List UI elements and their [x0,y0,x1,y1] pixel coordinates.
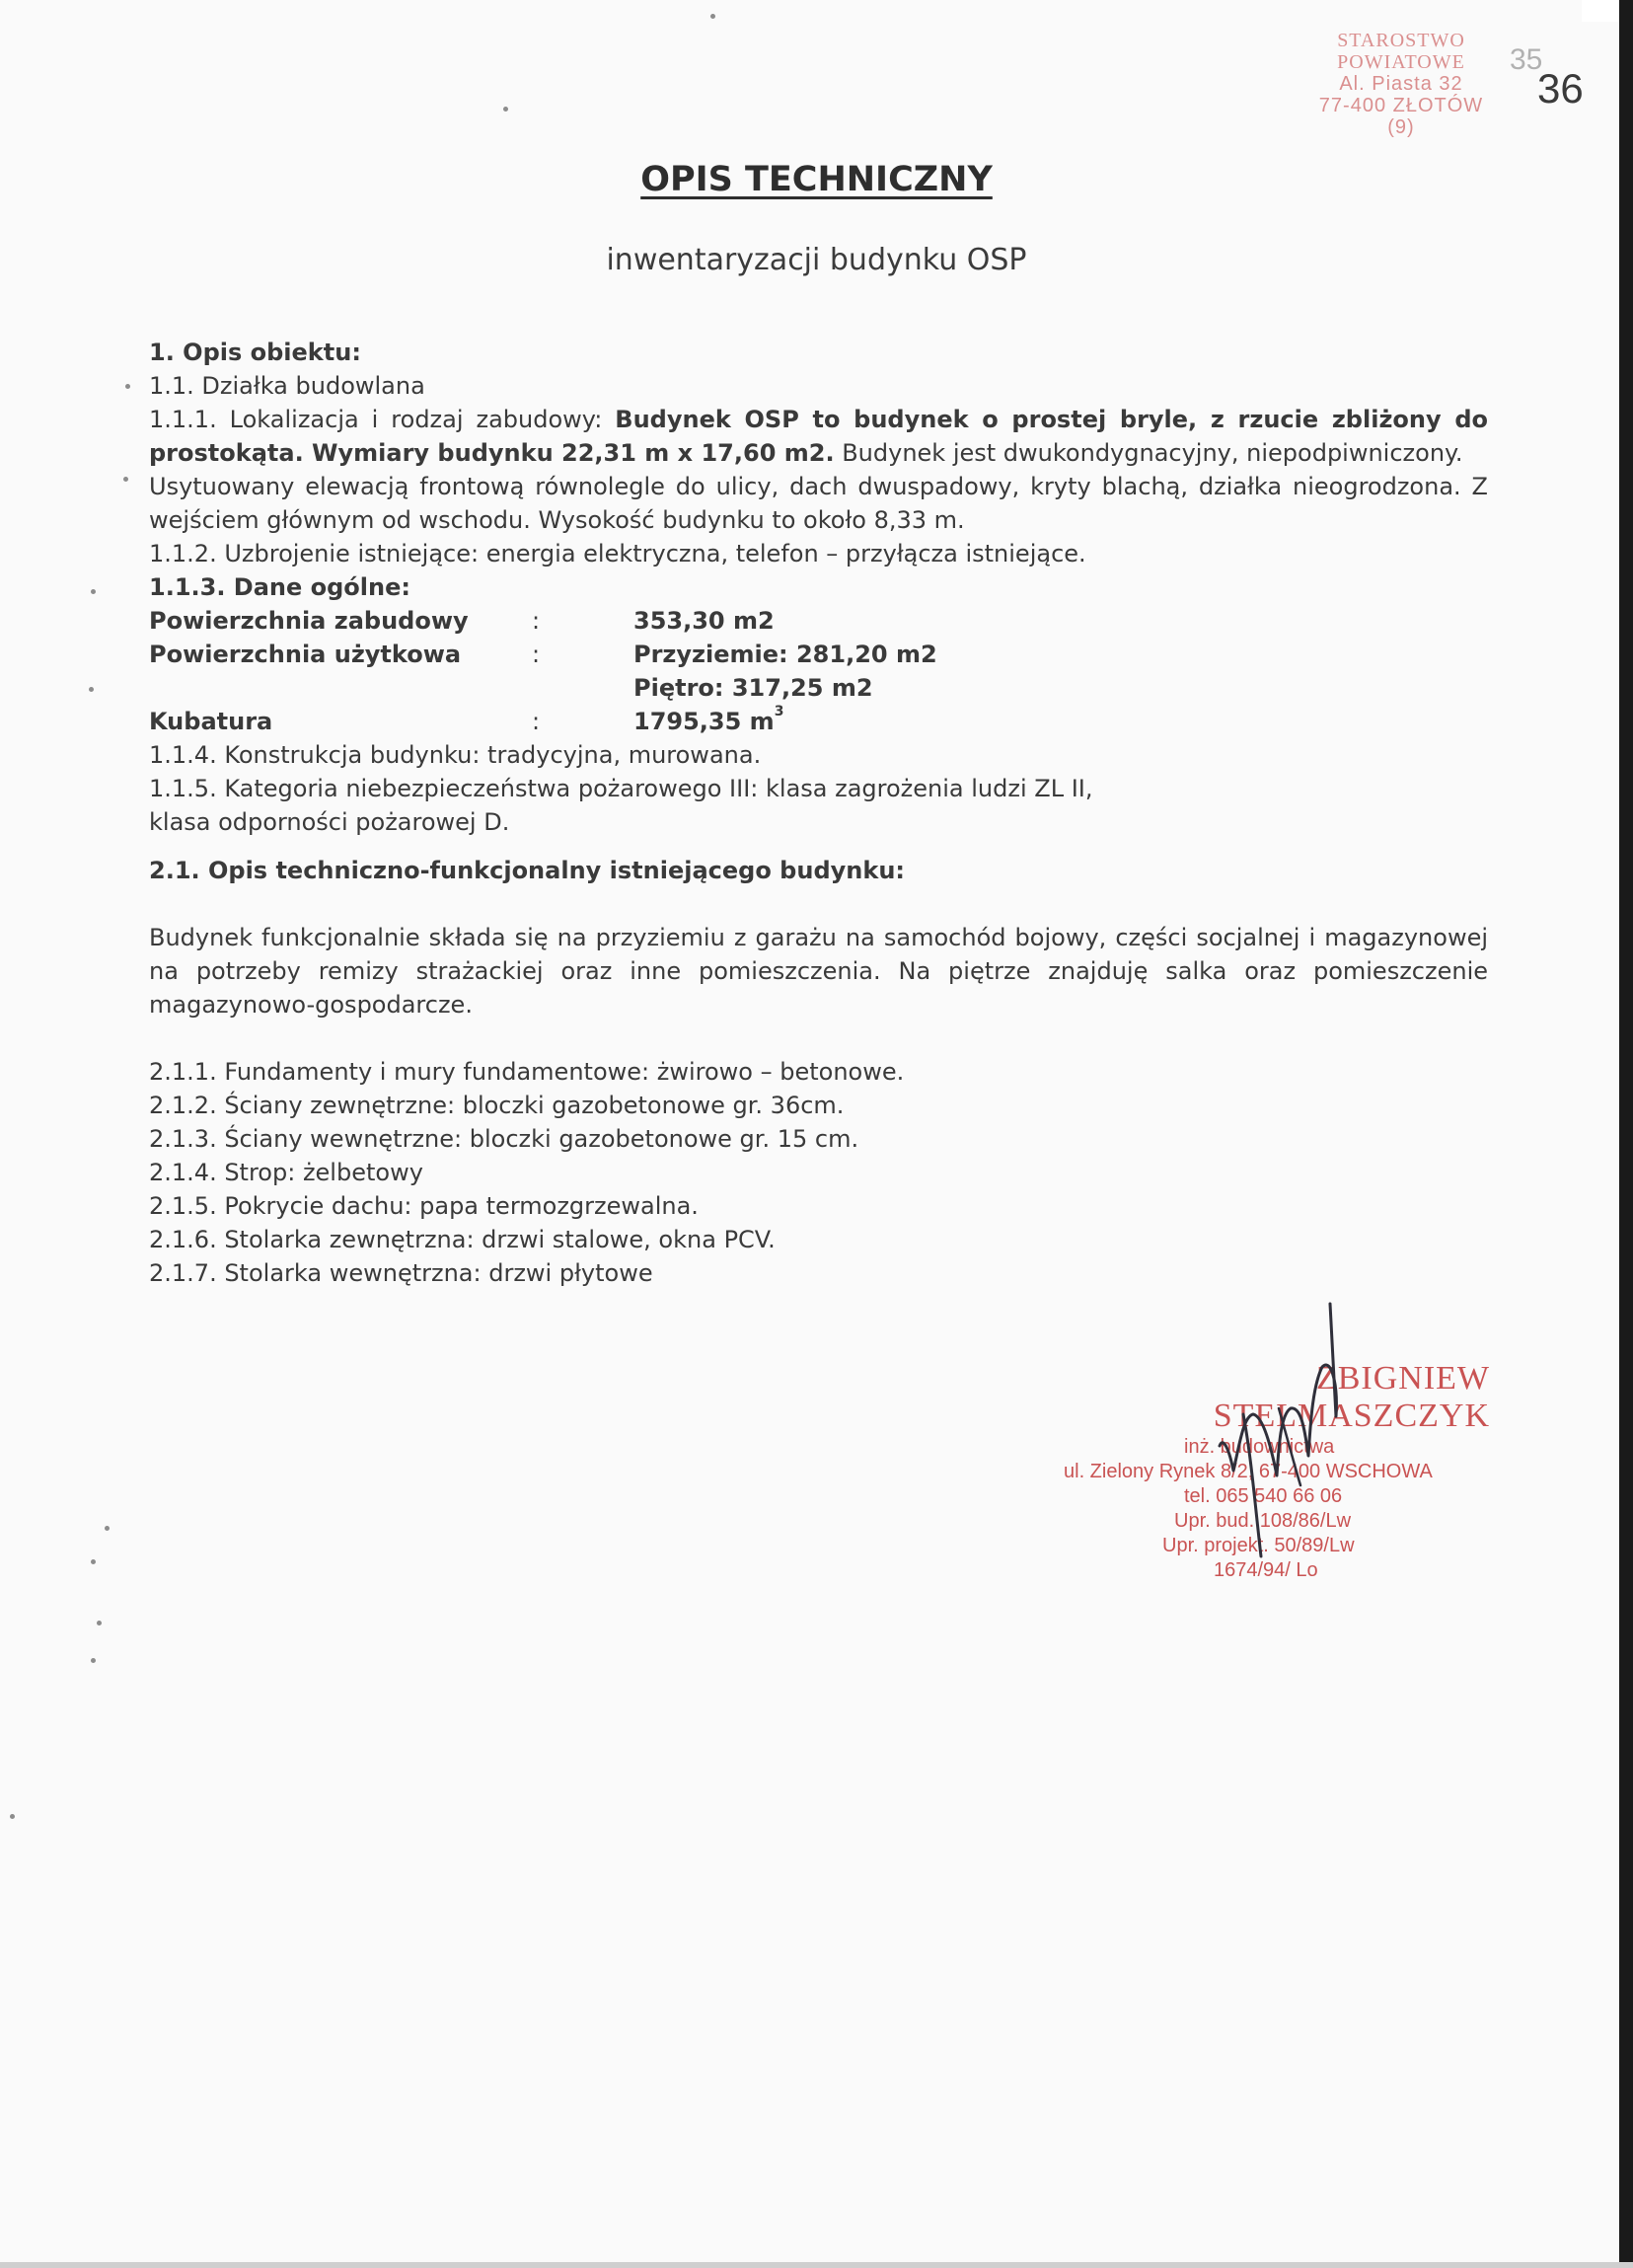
engineer-name: ZBIGNIEW STELMASZCZYK [1213,1360,1490,1434]
scan-corner [1582,0,1619,22]
section-2-1-paragraph: Budynek funkcjonalnie składa się na przyziemiu z garażu na samochód bojowy, części socjalnej i magazynowej na potrzeby remizy strażackiej oraz inne pomieszczenia. Na piętrze znajduję salka oraz pomieszczenie magazynowo-gospodarcze. [149,924,1488,1019]
location-paragraph: Usytuowany elewacją frontową równolegle do ulicy, dach dwuspadowy, kryty blachą, działka nieogrodzona. Z wejściem głównym od wschodu. Wysokość budynku to około 8,33 m. [149,473,1488,534]
data-colon: : [532,708,541,735]
section-1-1-3: 1.1.3. Dane ogólne: [149,573,410,601]
scan-edge-bottom [0,2262,1633,2268]
section-1-1: 1.1. Działka budowlana [149,372,425,400]
handwritten-signature [1184,1298,1362,1564]
list-item: 2.1.5. Pokrycie dachu: papa termozgrzewalna. [149,1192,699,1220]
page-number: 36 [1537,65,1584,112]
engineer-license-3: 1674/94/ Lo [1214,1559,1318,1581]
scan-edge-right [1619,0,1633,2268]
data-colon: : [532,607,541,635]
section-1-1-1 [149,403,1488,470]
list-item: 2.1.1. Fundamenty i mury fundamentowe: żwirowo – betonowe. [149,1058,905,1086]
document-title: OPIS TECHNICZNY [640,160,993,199]
section-1-1-1-bold: Budynek OSP to budynek o prostej bryle, z rzucie zbliżony do prostokąta. Wymiary budynku 22,31 m x 17,60 m2. [149,406,1488,467]
data-row-zabudowy [149,604,1488,638]
section-1-1-5-line2: klasa odporności pożarowej D. [149,808,510,836]
data-value: 353,30 m2 [633,607,775,635]
engineer-title: inż. budownictwa [1184,1436,1335,1458]
office-stamp-line2: Al. Piasta 32 [1339,73,1463,95]
office-stamp-line4: (9) [1387,116,1415,138]
data-colon-empty [532,671,633,705]
engineer-phone: tel. 065 540 66 06 [1184,1485,1343,1507]
engineer-address: ul. Zielony Rynek 8/2, 67-400 WSCHOWA [1064,1461,1433,1482]
page-number-faint: 35 [1510,43,1543,76]
section-2-1-heading: 2.1. Opis techniczno-funkcjonalny istniejącego budynku: [149,857,905,884]
section-1-1-4: 1.1.4. Konstrukcja budynku: tradycyjna, murowana. [149,741,762,769]
engineer-license-1: Upr. bud. 108/86/Lw [1174,1510,1352,1532]
data-label: Powierzchnia użytkowa [149,641,462,668]
office-stamp-line3: 77-400 ZŁOTÓW [1318,95,1484,116]
section-1-1-2: 1.1.2. Uzbrojenie istniejące: energia elektryczna, telefon – przyłącza istniejące. [149,540,1086,567]
section-1-heading: 1. Opis obiektu: [149,339,361,366]
data-label-empty [149,671,532,705]
data-label: Powierzchnia zabudowy [149,607,469,635]
data-colon: : [532,641,541,668]
data-row-pietro [149,671,1488,705]
document-subtitle: inwentaryzacji budynku OSP [606,243,1027,277]
data-label: Kubatura [149,708,273,735]
list-item: 2.1.7. Stolarka wewnętrzna: drzwi płytowe [149,1259,653,1287]
data-value-number: 1795,35 m [633,708,775,735]
section-1-1-1-prefix: 1.1.1. Lokalizacja i rodzaj zabudowy: [149,406,616,433]
data-value-superscript: 3 [774,704,784,719]
data-value: Piętro: 317,25 m2 [633,674,873,702]
list-item: 2.1.6. Stolarka zewnętrzna: drzwi stalowe, okna PCV. [149,1226,776,1253]
section-1-1-1-suffix: Budynek jest dwukondygnacyjny, niepodpiwniczony. [834,439,1463,467]
office-stamp [1273,30,1529,138]
data-row-kubatura [149,705,1488,738]
document-body [149,336,1488,1290]
list-item: 2.1.2. Ściany zewnętrzne: bloczki gazobetonowe gr. 36cm. [149,1092,845,1119]
data-value [633,705,783,738]
data-value: Przyziemie: 281,20 m2 [633,641,937,668]
engineer-license-2: Upr. projekt. 50/89/Lw [1162,1535,1355,1556]
list-item: 2.1.4. Strop: żelbetowy [149,1159,423,1186]
office-stamp-line1: STAROSTWO POWIATOWE [1337,30,1465,73]
list-item: 2.1.3. Ściany wewnętrzne: bloczki gazobetonowe gr. 15 cm. [149,1125,859,1153]
data-row-uzytkowa [149,638,1488,671]
section-1-1-5-line1: 1.1.5. Kategoria niebezpieczeństwa pożarowego III: klasa zagrożenia ludzi ZL II, [149,775,1093,802]
